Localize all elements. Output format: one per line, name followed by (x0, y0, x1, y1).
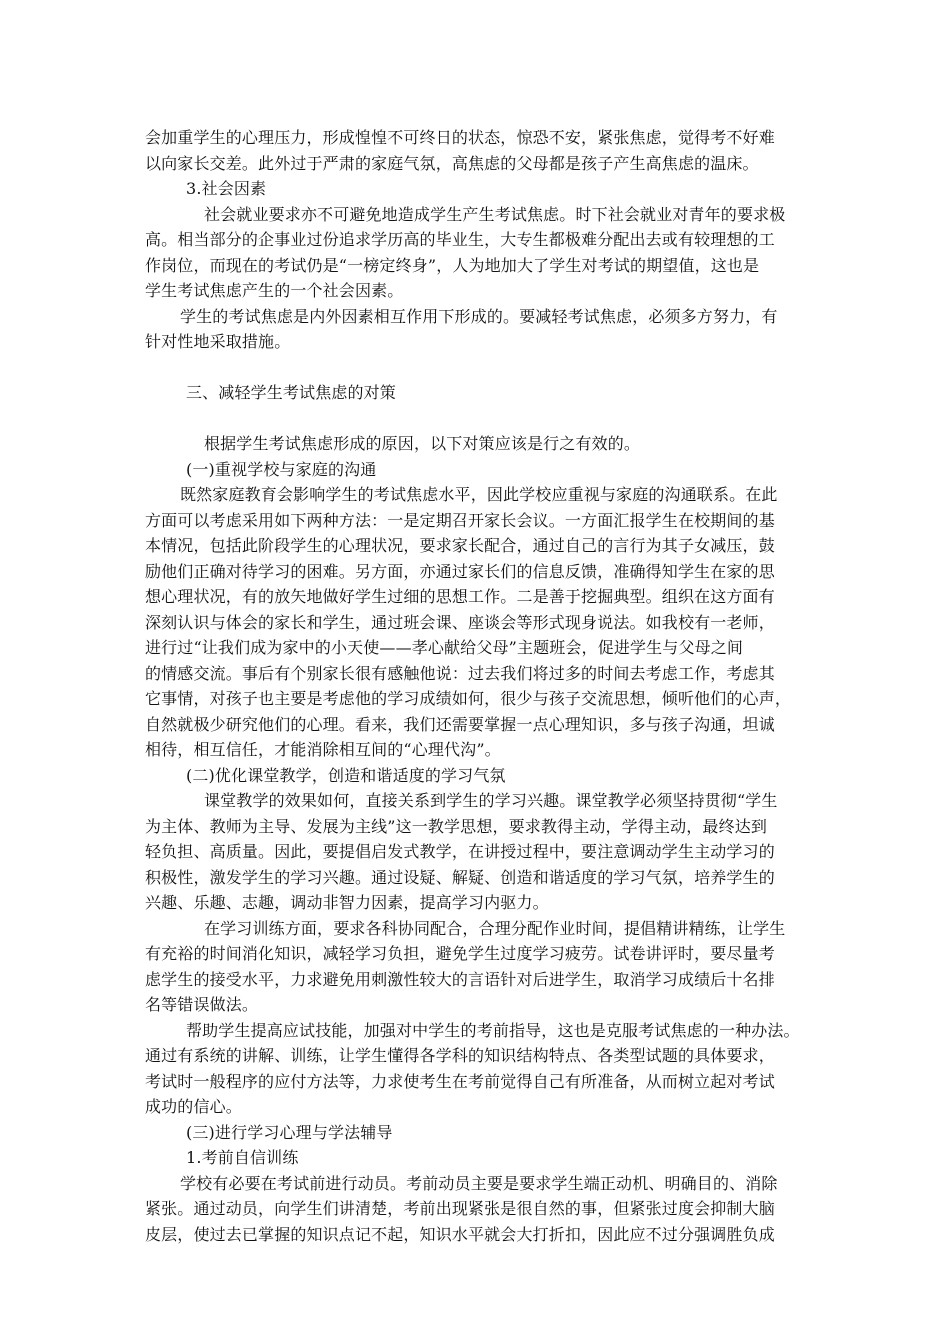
body-text-line: 有充裕的时间消化知识，减轻学习负担，避免学生过度学习疲劳。试卷讲评时，要尽量考 (145, 944, 775, 963)
body-text-line: 想心理状况，有的放矢地做好学生过细的思想工作。二是善于挖掘典型。组织在这方面有 (145, 587, 775, 606)
body-text-line: 本情况，包括此阶段学生的心理状况，要求家长配合，通过自己的言行为其子女减压，鼓 (145, 536, 775, 555)
body-text-line: 考试时一般程序的应付方法等，力求使考生在考前觉得自己有所准备，从而树立起对考试 (145, 1072, 775, 1091)
body-text-line: 它事情，对孩子也主要是考虑他的学习成绩如何，很少与孩子交流思想，倾听他们的心声， (145, 689, 792, 708)
body-text-line: 为主体、教师为主导、发展为主线”这一教学思想，要求教得主动，学得主动，最终达到 (145, 817, 768, 836)
body-text-line: 针对性地采取措施。 (145, 332, 291, 351)
body-text-line: 名等错误做法。 (145, 995, 259, 1014)
body-text-line: 虑学生的接受水平，力求避免用刺激性较大的言语针对后进学生，取消学习成绩后十名排 (145, 970, 775, 989)
body-text-line: 积极性，激发学生的学习兴趣。通过设疑、解疑、创造和谐适度的学习气氛，培养学生的 (145, 868, 775, 887)
body-text-line: 学生考试焦虑产生的一个社会因素。 (145, 281, 404, 300)
body-text-line: 成功的信心。 (145, 1097, 242, 1116)
body-text-line: 自然就极少研究他们的心理。看来，我们还需要掌握一点心理知识，多与孩子沟通，坦诚 (145, 715, 775, 734)
body-text-line: 在学习训练方面，要求各科协同配合，合理分配作业时间，提倡精讲精练，让学生 (204, 919, 786, 938)
body-text-line: 根据学生考试焦虑形成的原因，以下对策应该是行之有效的。 (204, 434, 641, 453)
body-text-line: 的情感交流。事后有个别家长很有感触他说：过去我们将过多的时间去考虑工作，考虑其 (145, 664, 775, 683)
body-text-line: 励他们正确对待学习的困难。另方面，亦通过家长们的信息反馈，准确得知学生在家的思 (145, 562, 775, 581)
body-text-line: 深刻认识与体会的家长和学生，通过班会课、座谈会等形式现身说法。如我校有一老师， (145, 613, 775, 632)
body-text-line: 以向家长交差。此外过于严肃的家庭气氛，高焦虑的父母都是孩子产生高焦虑的温床。 (145, 154, 759, 173)
body-text-line: 紧张。通过动员，向学生们讲清楚，考前出现紧张是很自然的事，但紧张过度会抑制大脑 (145, 1199, 775, 1218)
section-heading: (二)优化课堂教学，创造和谐适度的学习气氛 (186, 766, 506, 785)
body-text-line: 通过有系统的讲解、训练，让学生懂得各学科的知识结构特点、各类型试题的具体要求， (145, 1046, 775, 1065)
body-text-line: 作岗位，而现在的考试仍是“一榜定终身”，人为地加大了学生对考试的期望值，这也是 (145, 256, 760, 275)
body-text-line: 兴趣、乐趣、志趣，调动非智力因素，提高学习内驱力。 (145, 893, 549, 912)
body-text-line: 相待，相互信任，才能消除相互间的“心理代沟”。 (145, 740, 501, 759)
section-heading: (三)进行学习心理与学法辅导 (186, 1123, 393, 1142)
body-text-line: 高。相当部分的企事业过份追求学历高的毕业生，大专生都极难分配出去或有较理想的工 (145, 230, 775, 249)
body-text-line: 皮层，使过去已掌握的知识点记不起，知识水平就会大打折扣，因此应不过分强调胜负成 (145, 1225, 775, 1244)
body-text-line: 学校有必要在考试前进行动员。考前动员主要是要求学生端正动机、明确目的、消除 (180, 1174, 778, 1193)
body-text-line: 帮助学生提高应试技能，加强对中学生的考前指导，这也是克服考试焦虑的一种办法。 (186, 1021, 800, 1040)
body-text-line: 会加重学生的心理压力，形成惶惶不可终日的状态，惊恐不安，紧张焦虑，觉得考不好难 (145, 128, 775, 147)
chapter-heading: 三、减轻学生考试焦虑的对策 (186, 383, 396, 402)
section-heading: 3.社会因素 (186, 179, 267, 198)
body-text-line: 既然家庭教育会影响学生的考试焦虑水平，因此学校应重视与家庭的沟通联系。在此 (180, 485, 778, 504)
section-heading: 1.考前自信训练 (186, 1148, 299, 1167)
section-heading: (一)重视学校与家庭的沟通 (186, 460, 377, 479)
body-text-line: 课堂教学的效果如何，直接关系到学生的学习兴趣。课堂教学必须坚持贯彻“学生 (204, 791, 778, 810)
body-text-line: 进行过“让我们成为家中的小天使——孝心献给父母”主题班会，促进学生与父母之间 (145, 638, 744, 657)
body-text-line: 方面可以考虑采用如下两种方法：一是定期召开家长会议。一方面汇报学生在校期间的基 (145, 511, 775, 530)
body-text-line: 学生的考试焦虑是内外因素相互作用下形成的。要减轻考试焦虑，必须多方努力，有 (180, 307, 778, 326)
body-text-line: 社会就业要求亦不可避免地造成学生产生考试焦虑。时下社会就业对青年的要求极 (204, 205, 786, 224)
body-text-line: 轻负担、高质量。因此，要提倡启发式教学，在讲授过程中，要注意调动学生主动学习的 (145, 842, 775, 861)
